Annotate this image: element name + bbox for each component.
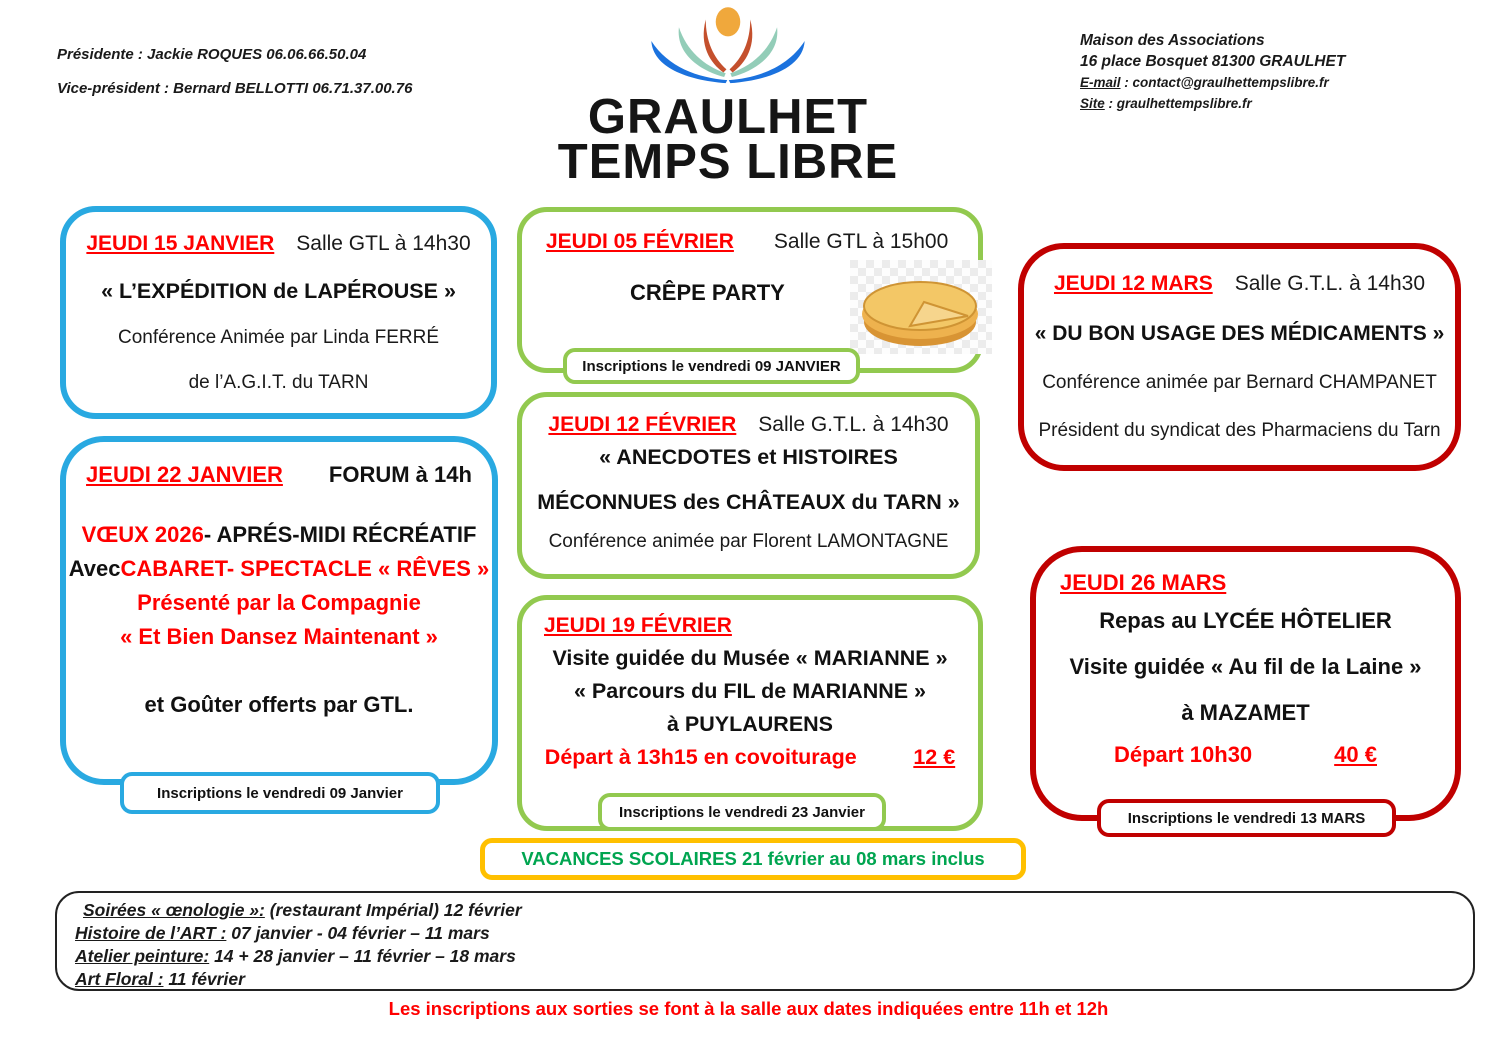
vacances-banner: VACANCES SCOLAIRES 21 février au 08 mars inclus [480, 838, 1026, 880]
event-venue: FORUM à 14h [328, 462, 472, 487]
event-card-jan22 [60, 436, 498, 785]
event-title: CRÊPE PARTY [630, 280, 785, 305]
event-speaker-role: Président du syndicat des Pharmaciens du Tarn [1038, 420, 1441, 441]
activity-label: Art Floral : [75, 969, 164, 989]
email-value: : contact@graulhettempslibre.fr [1120, 75, 1329, 90]
event-speaker: Conférence animée par Bernard CHAMPANET [1042, 372, 1437, 393]
activity-label: Soirées « œnologie »: [83, 900, 265, 920]
logo-wordmark [508, 90, 948, 189]
event-date-row [546, 230, 948, 254]
activity-label: Atelier peinture: [75, 946, 210, 966]
title-black-part: - APRÉS-MIDI RÉCRÉATIF [203, 522, 477, 547]
event-date: JEUDI 19 FÉVRIER [544, 614, 732, 637]
price: 40 € [1334, 742, 1377, 767]
event-date-row [548, 413, 948, 437]
activity-dates: 07 janvier - 04 février – 11 mars [226, 923, 490, 943]
event-date-row [1054, 272, 1425, 296]
contact-block [1080, 30, 1345, 114]
event-card-feb12 [517, 392, 980, 579]
site-value: : graulhettempslibre.fr [1104, 96, 1252, 111]
event-venue: Salle GTL à 15h00 [773, 230, 949, 253]
event-title-2: « Parcours du FIL de MARIANNE » [573, 679, 927, 703]
event-title-row [82, 522, 477, 548]
activity-dates: 11 février [163, 969, 245, 989]
event-date: JEUDI 12 MARS [1053, 272, 1213, 295]
event-venue: Salle G.T.L. à 14h30 [1234, 272, 1425, 295]
site-label: Site [1080, 96, 1105, 111]
event-date-row [86, 232, 470, 256]
activity-line [75, 968, 1473, 991]
depart-info: Départ 10h30 [1113, 742, 1253, 767]
event-title-1: Visite guidée du Musée « MARIANNE » [552, 646, 948, 670]
subtitle-black-part: Avec [68, 556, 121, 581]
activity-line [75, 945, 1473, 968]
event-title-1: « ANECDOTES et HISTOIRES [599, 445, 898, 469]
footer-note: Les inscriptions aux sorties se font à la salle aux dates indiquées entre 11h et 12h [388, 998, 1109, 1019]
logo-line-2: TEMPS LIBRE [557, 135, 899, 189]
association-address: 16 place Bosquet 81300 GRAULHET [1080, 53, 1346, 70]
depart-row [545, 745, 955, 770]
inscription-badge-jan22: Inscriptions le vendredi 09 Janvier [120, 772, 440, 814]
event-title-3: à MAZAMET [1181, 700, 1310, 725]
company-line-2: « Et Bien Dansez Maintenant » [120, 624, 438, 649]
gtl-logo-icon [613, 2, 843, 90]
activities-box [55, 891, 1475, 991]
inscription-badge-feb05: Inscriptions le vendredi 09 JANVIER [563, 348, 860, 384]
event-card-mar26 [1030, 546, 1461, 821]
vice-president-line: Vice-président : Bernard BELLOTTI 06.71.37.00.76 [57, 80, 413, 97]
event-card-mar12 [1018, 243, 1461, 471]
crepe-image [850, 260, 992, 354]
event-date: JEUDI 12 FÉVRIER [548, 413, 737, 436]
inscription-badge-mar26: Inscriptions le vendredi 13 MARS [1097, 799, 1396, 837]
event-card-jan15 [60, 206, 497, 419]
event-title-2: Visite guidée « Au fil de la Laine » [1069, 654, 1422, 679]
event-date: JEUDI 05 FÉVRIER [546, 230, 734, 253]
gtl-logo [508, 2, 948, 189]
association-name: Maison des Associations [1080, 32, 1265, 49]
event-date: JEUDI 26 MARS [1060, 570, 1227, 595]
event-title-1: Repas au LYCÉE HÔTELIER [1099, 608, 1392, 633]
company-line-1: Présenté par la Compagnie [137, 590, 421, 615]
activity-line [75, 899, 1473, 922]
activity-line [75, 922, 1473, 945]
depart-row [1114, 742, 1377, 768]
event-date: JEUDI 15 JANVIER [86, 231, 275, 255]
event-speaker: Conférence animée par Florent LAMONTAGNE [548, 531, 949, 552]
event-venue: Salle GTL à 14h30 [296, 231, 471, 255]
activity-label: Histoire de l’ART : [75, 923, 227, 943]
event-date: JEUDI 22 JANVIER [86, 462, 283, 487]
president-line: Présidente : Jackie ROQUES 06.06.66.50.04 [57, 46, 367, 63]
depart-info: Départ à 13h15 en covoiturage [544, 745, 857, 769]
email-line [1080, 72, 1345, 93]
logo-line-1: GRAULHET [587, 90, 869, 144]
event-title: « L’EXPÉDITION de LAPÉROUSE » [101, 278, 456, 303]
inscription-badge-feb19: Inscriptions le vendredi 23 Janvier [598, 793, 886, 831]
event-date-row [86, 462, 472, 488]
event-title-3: à PUYLAURENS [666, 712, 834, 736]
event-venue: Salle G.T.L. à 14h30 [758, 413, 949, 436]
event-speaker: Conférence Animée par Linda FERRÉ [117, 326, 440, 348]
event-title: « DU BON USAGE DES MÉDICAMENTS » [1034, 322, 1445, 345]
subtitle-red-part: CABARET- SPECTACLE « RÊVES » [120, 556, 490, 581]
email-label: E-mail [1080, 75, 1121, 90]
event-title-2: MÉCONNUES des CHÂTEAUX du TARN » [537, 490, 960, 514]
title-red-part: VŒUX 2026 [81, 522, 204, 547]
event-org: de l’A.G.I.T. du TARN [188, 371, 369, 393]
activity-dates: 14 + 28 janvier – 11 février – 18 mars [209, 946, 516, 966]
site-line [1080, 93, 1345, 114]
activity-dates: (restaurant Impérial) 12 février [264, 900, 522, 920]
gouter-line: et Goûter offerts par GTL. [144, 692, 414, 717]
event-subtitle-row [69, 556, 490, 582]
officers-block [57, 46, 412, 97]
price: 12 € [913, 745, 956, 769]
